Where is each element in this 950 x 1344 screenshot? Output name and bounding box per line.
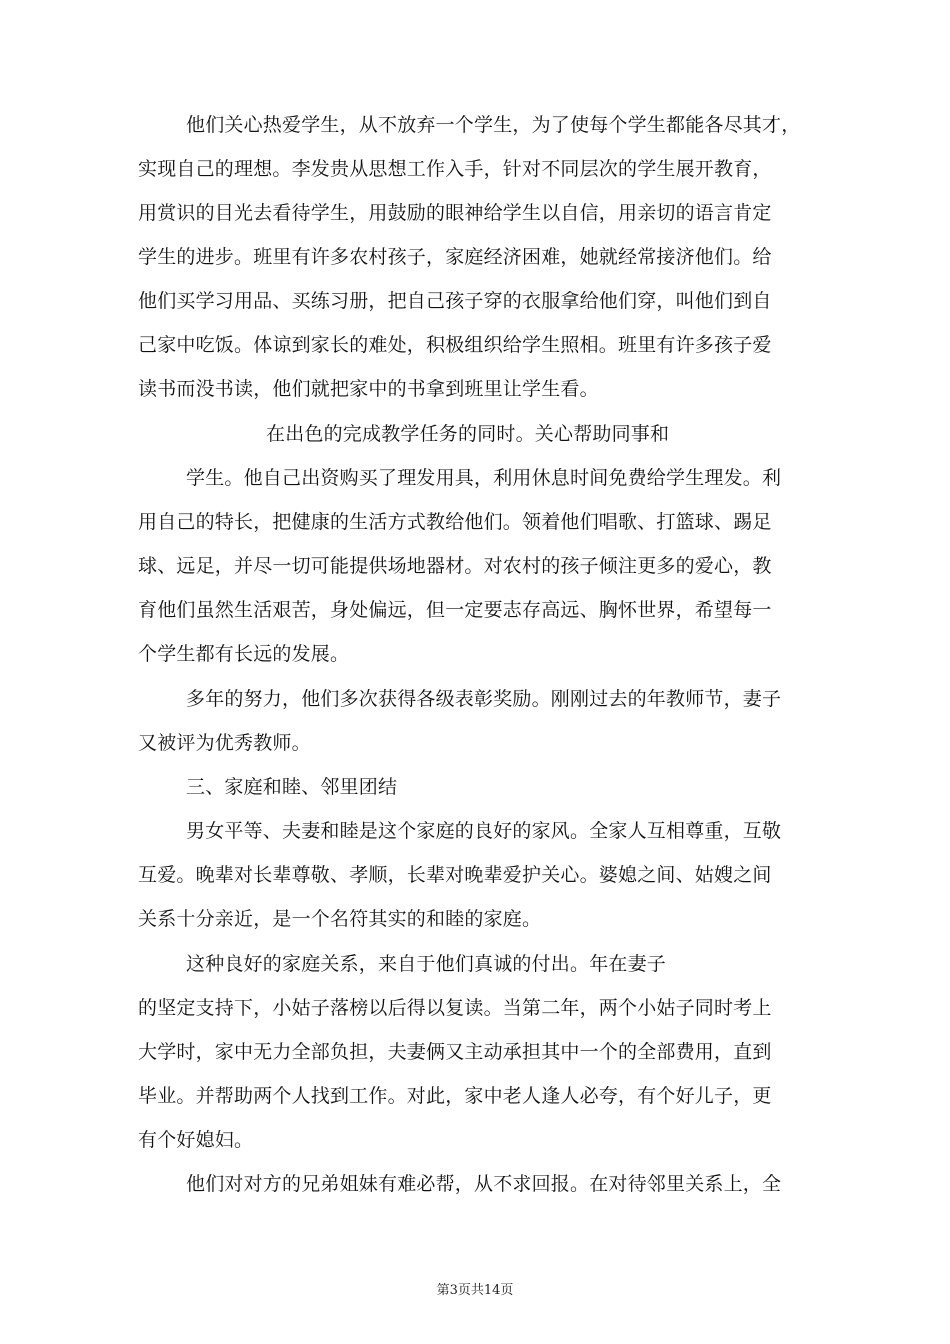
text-line: 育他们虽然生活艰苦，身处偏远，但一定要志存高远、胸怀世界，希望每一 <box>138 599 772 621</box>
text-line: 毕业。并帮助两个人找到工作。对此，家中老人逢人必夸，有个好儿子，更 <box>138 1085 772 1107</box>
text-line: 学生。他自己出资购买了理发用具，利用休息时间免费给学生理发。利 <box>186 467 782 489</box>
text-line: 用自己的特长，把健康的生活方式教给他们。领着他们唱歌、打篮球、踢足 <box>138 511 772 533</box>
text-line: 学生的进步。班里有许多农村孩子，家庭经济困难，她就经常接济他们。给 <box>138 246 772 268</box>
text-line: 他们买学习用品、买练习册，把自己孩子穿的衣服拿给他们穿，叫他们到自 <box>138 290 772 312</box>
text-line: 球、远足，并尽一切可能提供场地器材。对农村的孩子倾注更多的爱心，教 <box>138 555 772 577</box>
text-line: 的坚定支持下，小姑子落榜以后得以复读。当第二年，两个小姑子同时考上 <box>138 997 772 1019</box>
text-line: 读书而没书读，他们就把家中的书拿到班里让学生看。 <box>138 378 599 400</box>
text-line: 有个好媳妇。 <box>138 1129 254 1151</box>
text-line: 多年的努力，他们多次获得各级表彰奖励。刚刚过去的年教师节，妻子 <box>186 688 782 710</box>
text-line: 又被评为优秀教师。 <box>138 732 311 754</box>
text-line: 大学时，家中无力全部负担，夫妻俩又主动承担其中一个的全部费用，直到 <box>138 1041 772 1063</box>
page-number: 第3页共14页 <box>436 1283 514 1298</box>
text-line: 男女平等、夫妻和睦是这个家庭的良好的家风。全家人互相尊重，互敬 <box>186 820 782 842</box>
text-line: 实现自己的理想。李发贵从思想工作入手，针对不同层次的学生展开教育， <box>138 158 772 180</box>
text-line: 己家中吃饭。体谅到家长的难处，积极组织给学生照相。班里有许多孩子爱 <box>138 334 772 356</box>
text-line: 这种良好的家庭关系，来自于他们真诚的付出。年在妻子 <box>186 953 667 975</box>
text-line: 用赏识的目光去看待学生，用鼓励的眼神给学生以自信，用亲切的语言肯定 <box>138 202 772 224</box>
text-line: 在出色的完成教学任务的同时。关心帮助同事和 <box>266 423 670 445</box>
text-line: 他们关心热爱学生，从不放弃一个学生，为了使每个学生都能各尽其才， <box>186 114 801 136</box>
section-heading: 三、家庭和睦、邻里团结 <box>186 776 398 798</box>
text-line: 互爱。晚辈对长辈尊敬、孝顺，长辈对晚辈爱护关心。婆媳之间、姑嫂之间 <box>138 864 772 886</box>
text-line: 关系十分亲近，是一个名符其实的和睦的家庭。 <box>138 908 542 930</box>
text-line: 他们对对方的兄弟姐妹有难必帮，从不求回报。在对待邻里关系上，全 <box>186 1173 782 1195</box>
text-line: 个学生都有长远的发展。 <box>138 643 350 665</box>
